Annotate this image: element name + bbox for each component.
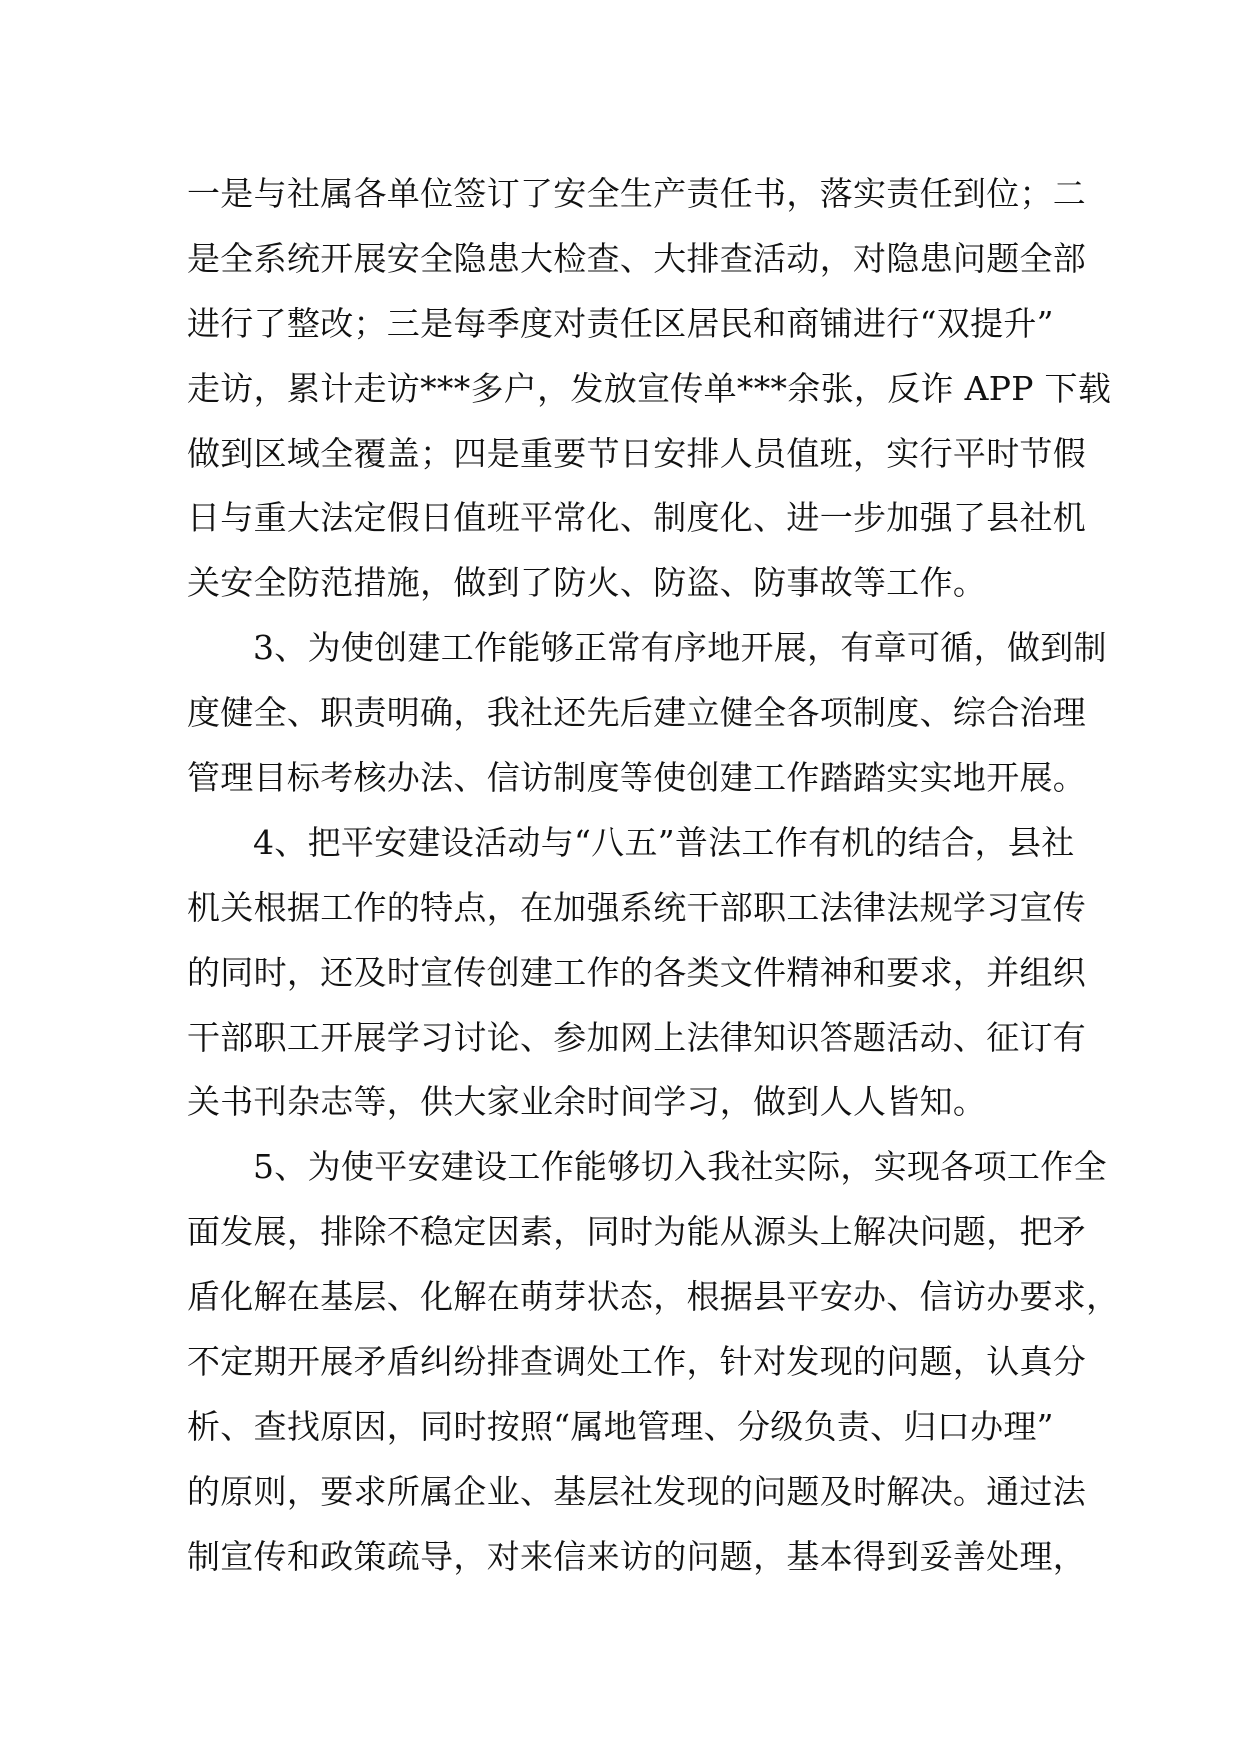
text-line: 一是与社属各单位签订了安全生产责任书，落实责任到位；二 <box>187 174 1087 213</box>
paragraph-3-start: 3、为使创建工作能够正常有序地开展，有章可循，做到制 <box>253 628 1107 668</box>
text-line: 关书刊杂志等，供大家业余时间学习，做到人人皆知。 <box>187 1082 987 1122</box>
text-line: 的原则，要求所属企业、基层社发现的问题及时解决。通过法 <box>187 1471 1087 1511</box>
text-line: 进行了整改；三是每季度对责任区居民和商铺进行“双提升” <box>187 303 1054 343</box>
text-line: 走访，累计走访***多户，发放宣传单***余张，反诈 APP 下载 <box>187 368 1112 408</box>
text-line: 盾化解在基层、化解在萌芽状态，根据县平安办、信访办要求， <box>187 1277 1120 1317</box>
text-line: 机关根据工作的特点，在加强系统干部职工法律法规学习宣传 <box>187 887 1087 927</box>
text-line: 关安全防范措施，做到了防火、防盗、防事故等工作。 <box>187 563 987 603</box>
text-line: 度健全、职责明确，我社还先后建立健全各项制度、综合治理 <box>187 693 1087 733</box>
text-line: 做到区域全覆盖；四是重要节日安排人员值班，实行平时节假 <box>187 433 1087 473</box>
text-line: 析、查找原因，同时按照“属地管理、分级负责、归口办理” <box>187 1406 1054 1446</box>
text-line: 是全系统开展安全隐患大检查、大排查活动，对隐患问题全部 <box>187 238 1087 278</box>
text-line: 干部职工开展学习讨论、参加网上法律知识答题活动、征订有 <box>187 1017 1087 1057</box>
text-line: 面发展，排除不稳定因素，同时为能从源头上解决问题，把矛 <box>187 1212 1087 1252</box>
text-line: 不定期开展矛盾纠纷排查调处工作，针对发现的问题，认真分 <box>187 1342 1087 1382</box>
text-line: 制宣传和政策疏导，对来信来访的问题，基本得到妥善处理， <box>187 1536 1087 1576</box>
body-text <box>187 162 1120 1590</box>
paragraph-5-start: 5、为使平安建设工作能够切入我社实际，实现各项工作全 <box>253 1147 1107 1187</box>
text-line: 日与重大法定假日值班平常化、制度化、进一步加强了县社机 <box>187 498 1087 538</box>
text-line: 的同时，还及时宣传创建工作的各类文件精神和要求，并组织 <box>187 952 1087 992</box>
text-line: 管理目标考核办法、信访制度等使创建工作踏踏实实地开展。 <box>187 758 1087 798</box>
paragraph-4-start: 4、把平安建设活动与“八五”普法工作有机的结合，县社 <box>253 822 1075 862</box>
